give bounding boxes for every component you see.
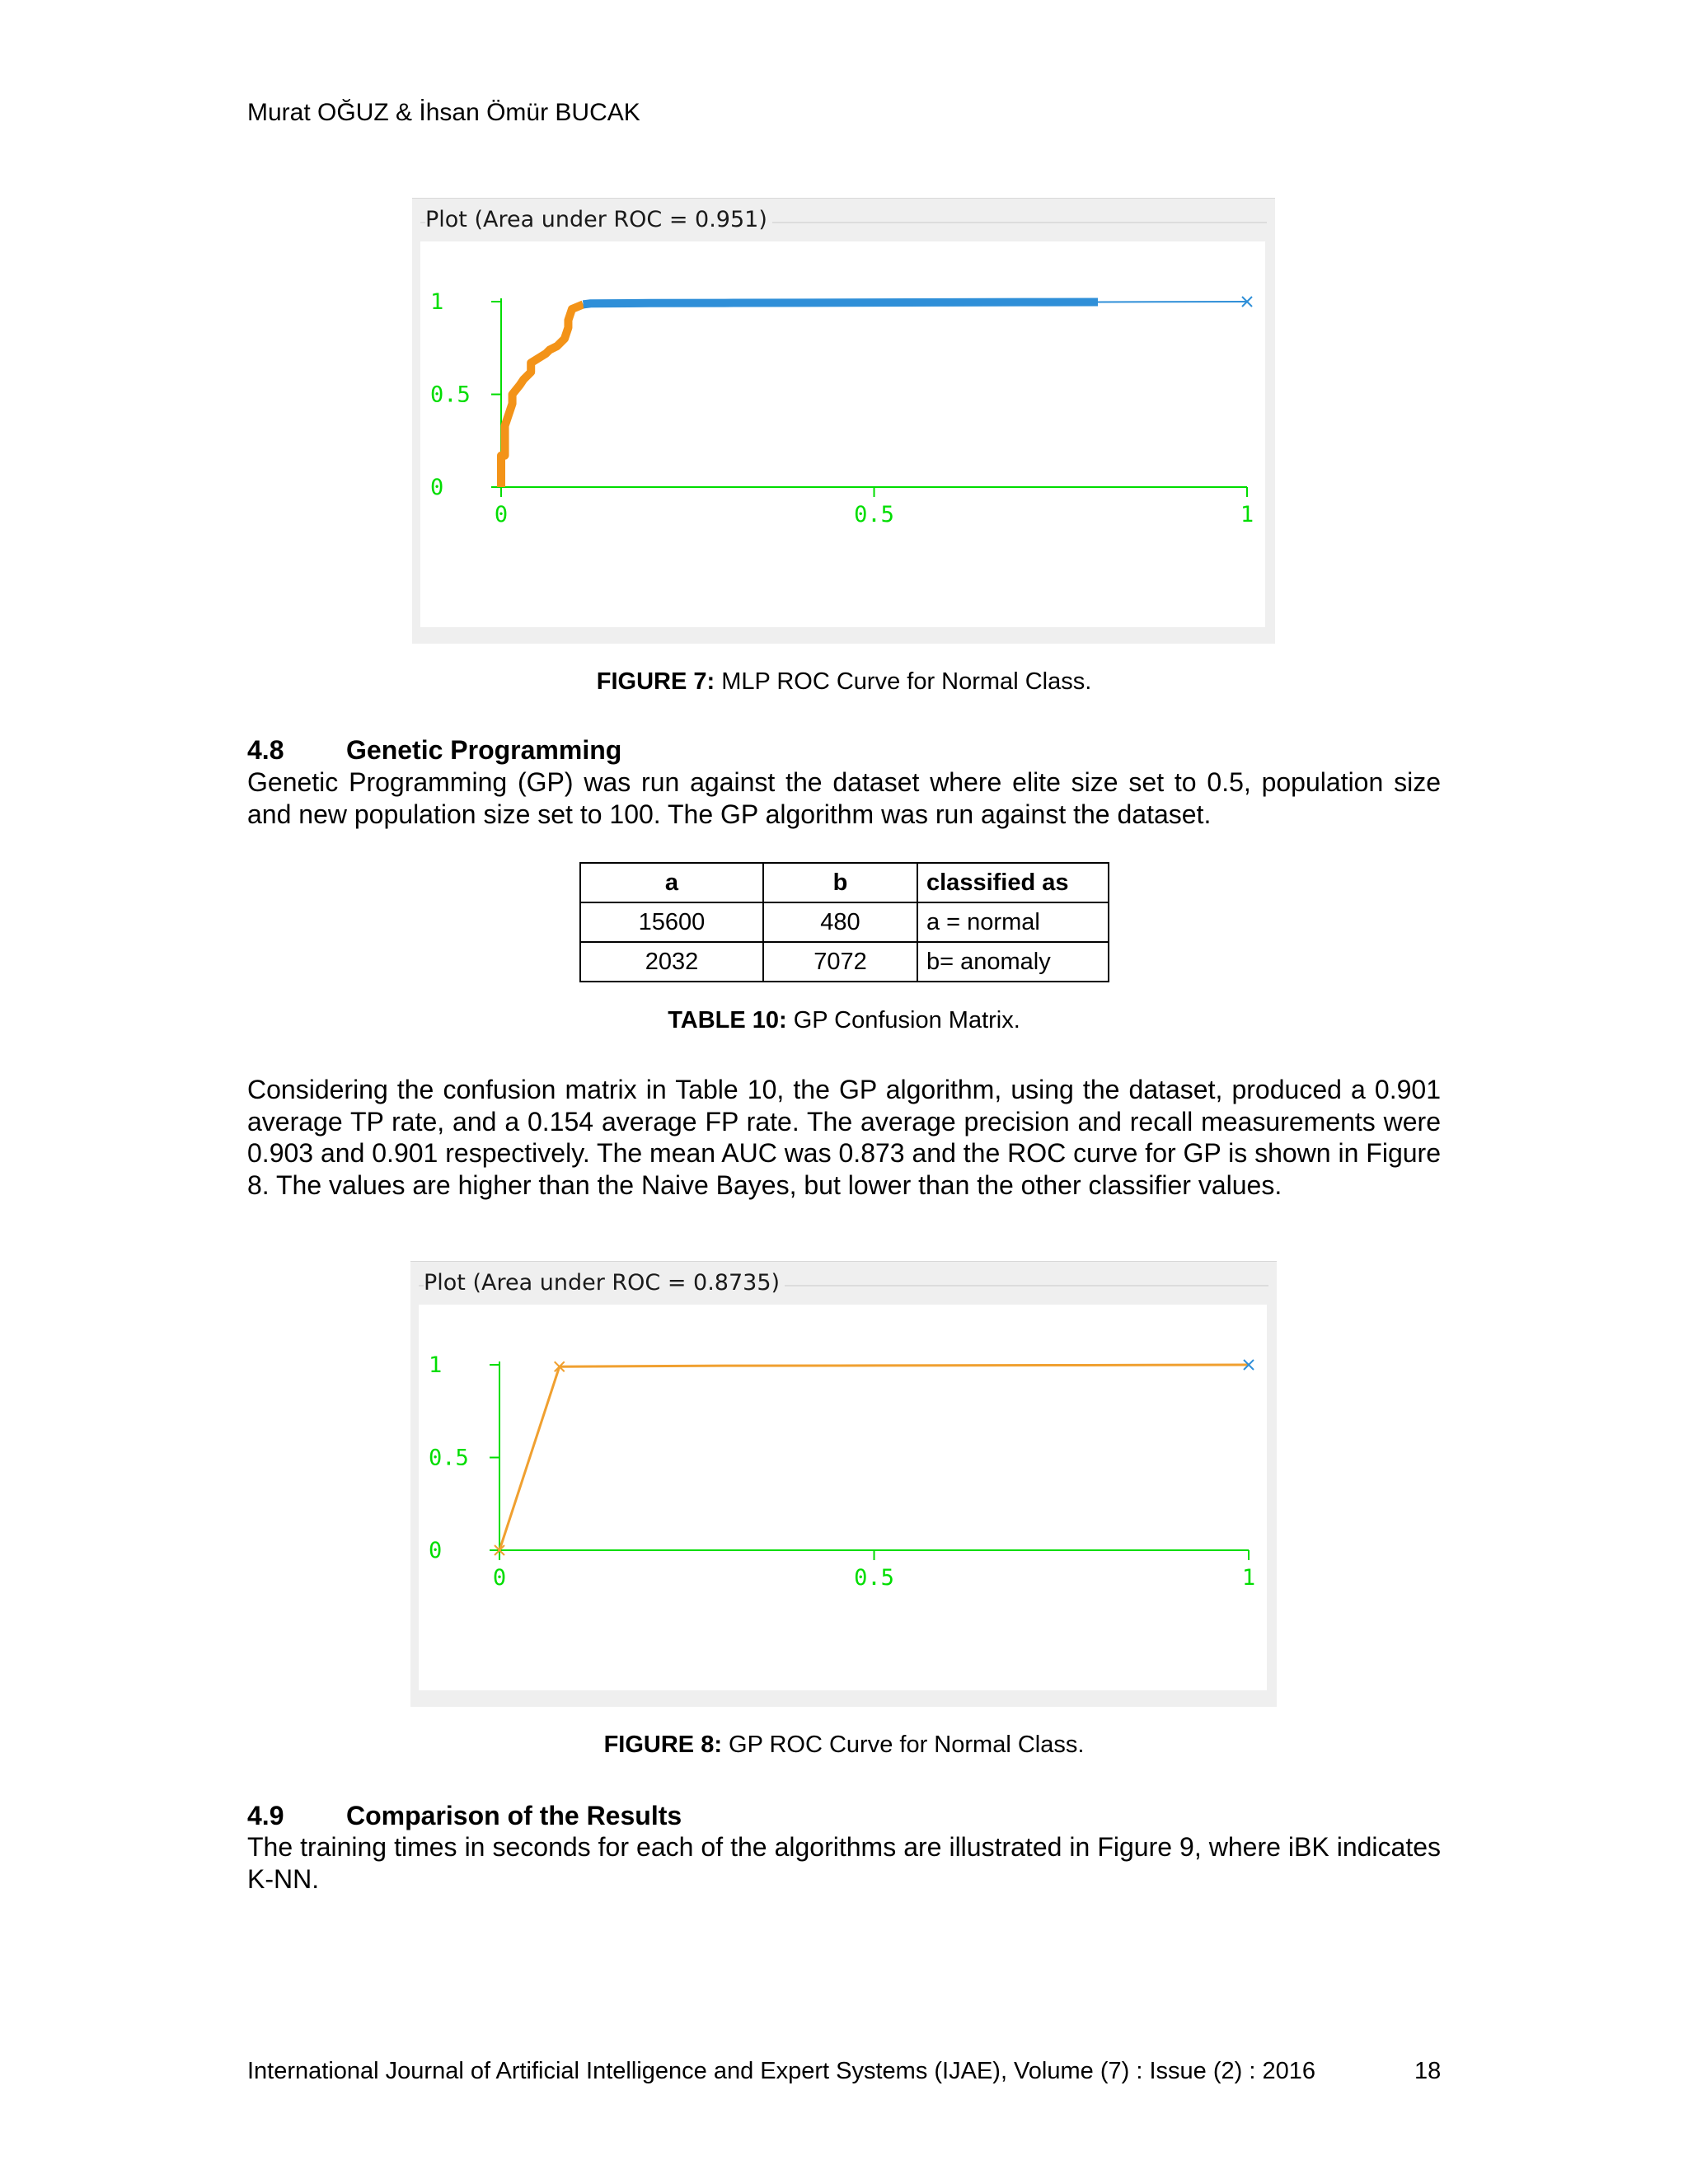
figure8-plot-area <box>419 1305 1267 1690</box>
x-tick-label: 0 <box>494 502 509 527</box>
section-4-9-heading <box>247 1801 682 1831</box>
figure7-caption <box>247 668 1441 696</box>
section-4-8-heading <box>247 735 621 766</box>
roc-curve-segment-high <box>584 302 1098 304</box>
table-header-b: b <box>763 863 917 902</box>
section-4-8-title: Genetic Programming <box>346 735 622 765</box>
footer-page-number: 18 <box>1414 2058 1442 2084</box>
section-4-8-number: 4.8 <box>247 735 284 765</box>
gp-results-paragraph: Considering the confusion matrix in Table 10, the GP algorithm, using the dataset, produced a 0.901 average TP rate, and a 0.154 average FP rate. The average precision and recall measurements were 0.903 and 0.901 respectively. The mean AUC was 0.873 and the ROC curve for GP is shown in Figure 8. The values are higher than the Naive Bayes, but lower than the other classifier values. <box>247 1075 1441 1200</box>
roc-curve-segment-low <box>501 304 584 487</box>
confusion-matrix-table <box>579 862 1109 982</box>
table-cell: 2032 <box>580 942 763 982</box>
section-4-8-paragraph: Genetic Programming (GP) was run against the dataset where elite size set to 0.5, population size and new population size set to 100. The GP algorithm was run against the dataset. <box>247 767 1441 829</box>
x-tick-label: 1 <box>1241 1565 1256 1591</box>
figure7-chart <box>420 241 1265 627</box>
figure7-caption-label: FIGURE 7: <box>596 668 715 695</box>
section-4-9-number: 4.9 <box>247 1801 284 1830</box>
table10-caption-label: TABLE 10: <box>668 1007 787 1033</box>
table-cell: 480 <box>763 902 917 942</box>
running-header: Murat OĞUZ & İhsan Ömür BUCAK <box>247 99 640 126</box>
y-tick-label: 0.5 <box>429 1445 469 1471</box>
figure8-panel-title: Plot (Area under ROC = 0.8735) <box>424 1270 785 1296</box>
table-header-row <box>580 863 1109 902</box>
figure8-caption-label: FIGURE 8: <box>603 1732 722 1758</box>
y-tick-label: 0 <box>429 1538 443 1563</box>
figure8-chart <box>419 1305 1267 1690</box>
figure7-panel <box>412 198 1275 644</box>
table-header-classified: classified as <box>917 863 1109 902</box>
x-tick-label: 1 <box>1240 502 1254 527</box>
table-cell: a = normal <box>917 902 1109 942</box>
table-cell: 15600 <box>580 902 763 942</box>
figure8-panel <box>410 1261 1277 1707</box>
footer-journal: International Journal of Artificial Intelligence and Expert Systems (IJAE), Volume (7) : Issue (2) : 2016 <box>247 2058 1315 2084</box>
y-tick-label: 1 <box>429 1352 443 1378</box>
x-tick-label: 0 <box>492 1565 507 1591</box>
table10-caption <box>247 1007 1441 1034</box>
table-row <box>580 902 1109 942</box>
section-4-9-paragraph: The training times in seconds for each of the algorithms are illustrated in Figure 9, where iBK indicates K-NN. <box>247 1832 1441 1894</box>
y-tick-label: 1 <box>430 289 444 315</box>
y-tick-label: 0 <box>430 475 444 500</box>
table-header-a: a <box>580 863 763 902</box>
table-row <box>580 942 1109 982</box>
figure7-panel-title: Plot (Area under ROC = 0.951) <box>425 207 772 232</box>
x-tick-label: 0.5 <box>854 1565 894 1591</box>
y-tick-label: 0.5 <box>430 382 471 408</box>
figure8-caption <box>247 1732 1441 1759</box>
figure7-caption-text: MLP ROC Curve for Normal Class. <box>715 668 1092 695</box>
figure7-plot-area <box>420 241 1265 627</box>
figure8-caption-text: GP ROC Curve for Normal Class. <box>722 1732 1085 1758</box>
table-cell: b= anomaly <box>917 942 1109 982</box>
x-tick-label: 0.5 <box>854 502 894 527</box>
table10-caption-text: GP Confusion Matrix. <box>786 1007 1020 1033</box>
section-4-9-title: Comparison of the Results <box>346 1801 682 1830</box>
roc-curve-line <box>499 1365 1249 1550</box>
table-cell: 7072 <box>763 942 917 982</box>
